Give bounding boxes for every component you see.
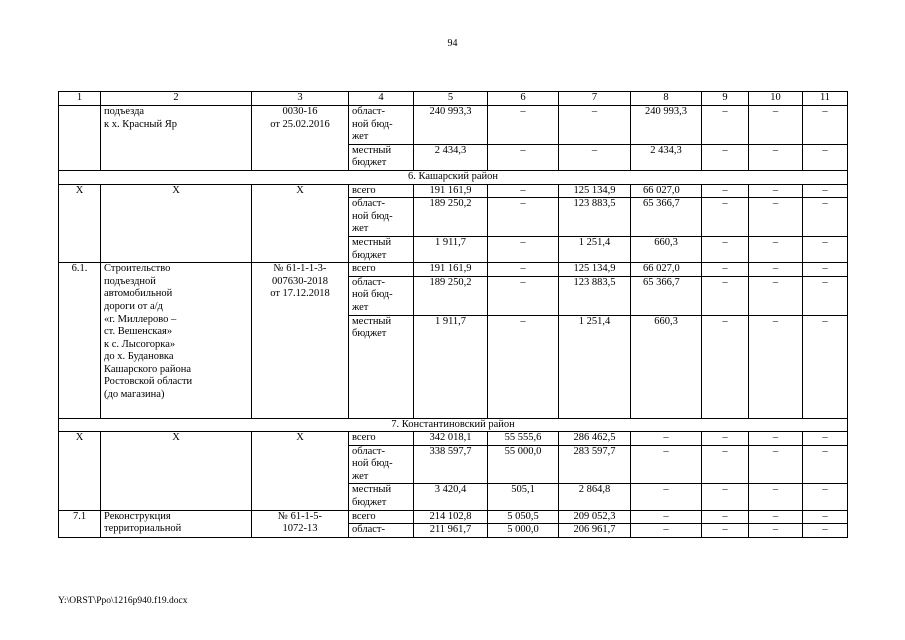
value-cell: 3 420,4 [414,484,488,510]
value-cell: – [803,445,848,484]
value-cell: 286 462,5 [559,432,631,446]
value-cell: 206 961,7 [559,524,631,538]
column-header: 2 [101,92,252,106]
row-number: Х [59,184,101,263]
value-cell: – [488,236,559,262]
value-cell: 123 883,5 [559,198,631,237]
document-number: Х [252,184,349,263]
value-cell: – [488,276,559,315]
value-cell: – [749,445,803,484]
value-cell: 65 366,7 [631,276,702,315]
column-header: 10 [749,92,803,106]
column-header: 9 [702,92,749,106]
value-cell: – [749,315,803,418]
value-cell: – [488,198,559,237]
value-cell: – [749,263,803,277]
value-cell: – [803,184,848,198]
value-cell: – [702,484,749,510]
value-cell: 1 251,4 [559,315,631,418]
value-cell: 5 000,0 [488,524,559,538]
value-cell: 1 911,7 [414,236,488,262]
value-cell: – [749,144,803,170]
document-number: Х [252,432,349,511]
section-row [59,418,848,432]
funding-source: област- ной бюд- жет [349,445,414,484]
value-cell: 66 027,0 [631,184,702,198]
object-name: Х [101,184,252,263]
value-cell: 1 251,4 [559,236,631,262]
table-row [59,184,848,198]
value-cell: – [631,510,702,524]
value-cell: – [803,198,848,237]
object-name: Реконструкция территориальной [101,510,252,537]
value-cell: – [631,524,702,538]
value-cell: – [702,524,749,538]
column-header: 7 [559,92,631,106]
value-cell: – [803,510,848,524]
value-cell: 191 161,9 [414,184,488,198]
value-cell: – [803,144,848,170]
value-cell: – [702,315,749,418]
object-name: Строительство подъездной автомобильной дороги от а/д «г. Миллерово – ст. Вешенская» к с. Лысогорка» до х. Будановка Кашарского района Ростовской области (до магазина) [101,263,252,418]
value-cell: – [702,510,749,524]
column-header: 6 [488,92,559,106]
value-cell: – [702,236,749,262]
column-header: 4 [349,92,414,106]
funding-source: област- ной бюд- жет [349,106,414,145]
value-cell: 125 134,9 [559,263,631,277]
document-number: № 61-1-5- 1072-13 [252,510,349,537]
value-cell: – [702,263,749,277]
budget-table [58,91,848,538]
value-cell: 2 434,3 [631,144,702,170]
document-number: 0030-16 от 25.02.2016 [252,106,349,171]
page-number: 94 [447,38,458,49]
value-cell: 209 052,3 [559,510,631,524]
value-cell: 123 883,5 [559,276,631,315]
value-cell: – [559,144,631,170]
value-cell: 2 434,3 [414,144,488,170]
value-cell: 283 597,7 [559,445,631,484]
row-number: Х [59,432,101,511]
value-cell: – [749,276,803,315]
value-cell: – [749,198,803,237]
value-cell: 211 961,7 [414,524,488,538]
value-cell: – [702,198,749,237]
value-cell: – [749,524,803,538]
funding-source: местный бюджет [349,144,414,170]
value-cell: – [749,236,803,262]
value-cell: – [702,432,749,446]
value-cell: – [488,144,559,170]
funding-source: местный бюджет [349,484,414,510]
value-cell: 5 050,5 [488,510,559,524]
value-cell: – [488,315,559,418]
value-cell: 191 161,9 [414,263,488,277]
value-cell: 660,3 [631,236,702,262]
value-cell: – [803,106,848,145]
value-cell: – [702,445,749,484]
section-title: 7. Константиновский район [59,418,848,432]
value-cell: 55 555,6 [488,432,559,446]
value-cell: 342 018,1 [414,432,488,446]
row-number: 6.1. [59,263,101,418]
value-cell: – [702,144,749,170]
value-cell: – [559,106,631,145]
value-cell: – [749,184,803,198]
column-header: 3 [252,92,349,106]
value-cell: – [803,276,848,315]
funding-source: всего [349,263,414,277]
value-cell: 65 366,7 [631,198,702,237]
column-header: 8 [631,92,702,106]
value-cell: – [488,106,559,145]
value-cell: – [803,236,848,262]
value-cell: – [803,263,848,277]
value-cell: 189 250,2 [414,198,488,237]
value-cell: 189 250,2 [414,276,488,315]
value-cell: – [631,445,702,484]
table-row [59,106,848,145]
footer-file-path: Y:\ORST\Ppo\1216p940.f19.docx [58,596,188,606]
row-number [59,106,101,171]
value-cell: – [749,106,803,145]
value-cell: – [749,510,803,524]
value-cell: 55 000,0 [488,445,559,484]
funding-source: местный бюджет [349,315,414,418]
value-cell: 66 027,0 [631,263,702,277]
value-cell: – [488,263,559,277]
value-cell: – [749,432,803,446]
value-cell: 240 993,3 [631,106,702,145]
table-row [59,263,848,277]
section-row [59,170,848,184]
value-cell: 240 993,3 [414,106,488,145]
object-name: подъезда к х. Красный Яр [101,106,252,171]
value-cell: 214 102,8 [414,510,488,524]
value-cell: – [803,524,848,538]
value-cell: – [631,484,702,510]
value-cell: 338 597,7 [414,445,488,484]
value-cell: – [631,432,702,446]
table-row [59,510,848,524]
funding-source: всего [349,184,414,198]
section-title: 6. Кашарский район [59,170,848,184]
funding-source: област- ной бюд- жет [349,198,414,237]
value-cell: 125 134,9 [559,184,631,198]
value-cell: – [702,276,749,315]
table-row [59,432,848,446]
value-cell: 1 911,7 [414,315,488,418]
value-cell: – [702,106,749,145]
funding-source: всего [349,510,414,524]
funding-source: област- ной бюд- жет [349,276,414,315]
value-cell: 660,3 [631,315,702,418]
value-cell: – [749,484,803,510]
value-cell: – [803,432,848,446]
column-number-row [59,92,848,106]
object-name: Х [101,432,252,511]
column-header: 11 [803,92,848,106]
funding-source: всего [349,432,414,446]
value-cell: 2 864,8 [559,484,631,510]
value-cell: 505,1 [488,484,559,510]
document-number: № 61-1-1-3- 007630-2018 от 17.12.2018 [252,263,349,418]
column-header: 5 [414,92,488,106]
funding-source: област- [349,524,414,538]
value-cell: – [702,184,749,198]
column-header: 1 [59,92,101,106]
row-number: 7.1 [59,510,101,537]
value-cell: – [488,184,559,198]
value-cell: – [803,315,848,418]
funding-source: местный бюджет [349,236,414,262]
value-cell: – [803,484,848,510]
